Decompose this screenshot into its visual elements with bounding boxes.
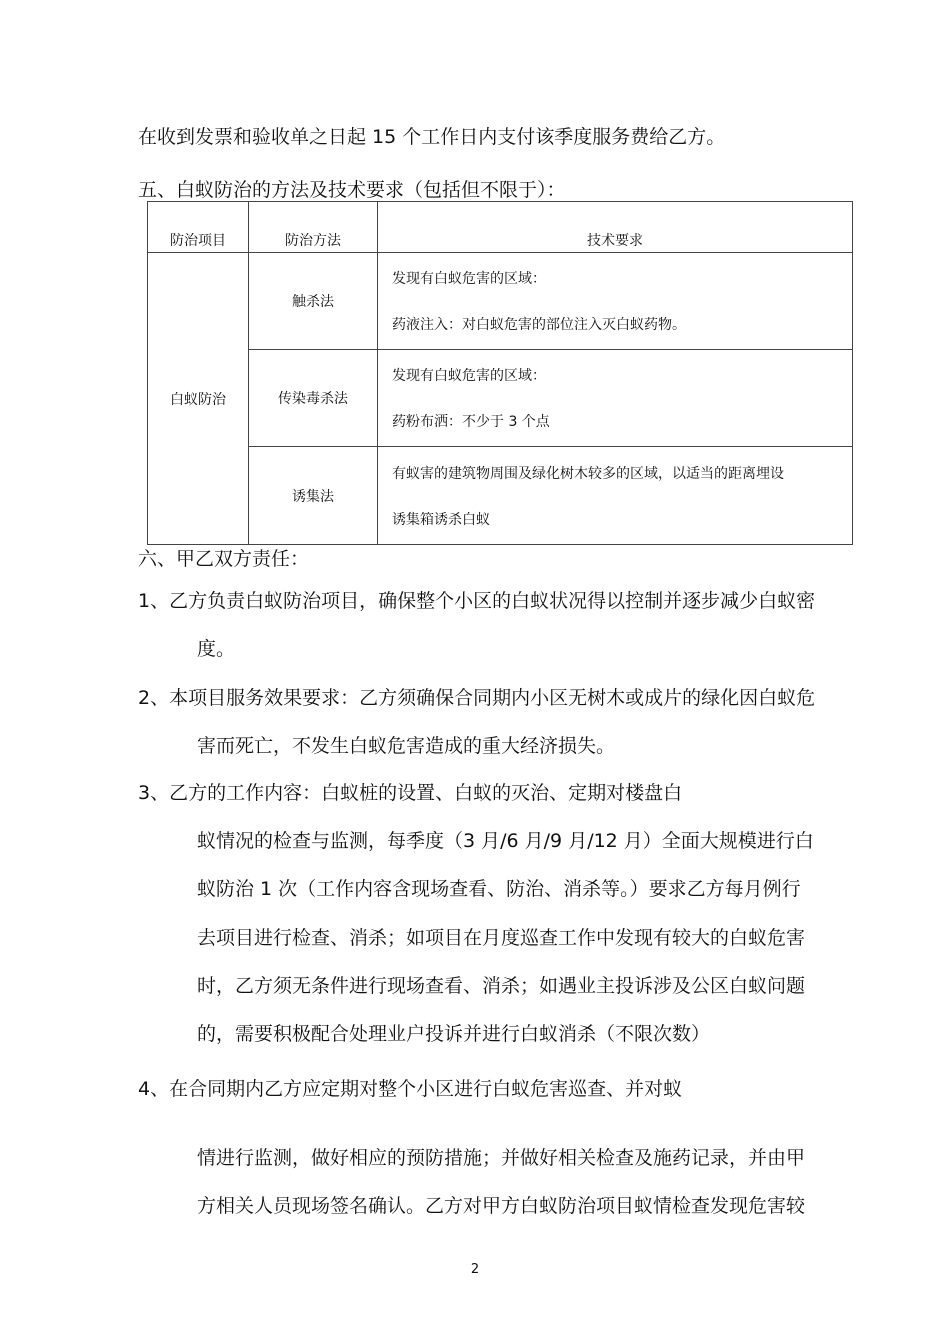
item4-line: 情进行监测，做好相应的预防措施；并做好相关检查及施药记录，并由甲	[197, 1147, 806, 1169]
requirement-line: 发现有白蚁危害的区域：	[392, 368, 546, 384]
item3-line: 去项目进行检查、消杀；如项目在月度巡查工作中发现有较大的白蚁危害	[197, 927, 806, 949]
item3-line: 蚁防治 1 次（工作内容含现场查看、防治、消杀等。）要求乙方每月例行	[197, 878, 801, 900]
item3-line: 的，需要积极配合处理业户投诉并进行白蚁消杀（不限次数）	[197, 1023, 711, 1045]
page-number: 2	[470, 1262, 480, 1277]
item3-line: 蚁情况的检查与监测，每季度（3 月/6 月/9 月/12 月）全面大规模进行白	[197, 830, 814, 852]
requirement-line: 药粉布洒：不少于 3 个点	[392, 414, 550, 430]
table-row	[148, 447, 853, 545]
requirement-line: 诱集箱诱杀白蚁	[392, 511, 490, 528]
item4-line: 4、在合同期内乙方应定期对整个小区进行白蚁危害巡查、并对蚁	[138, 1078, 683, 1100]
method-cell: 诱集法	[249, 447, 378, 545]
requirement-cell	[378, 253, 853, 350]
item3-line: 3、乙方的工作内容：白蚁桩的设置、白蚁的灭治、定期对楼盘白	[138, 782, 683, 804]
table-row	[148, 253, 853, 350]
table-header-row	[148, 202, 853, 253]
item1-line: 度。	[197, 638, 236, 660]
table-row	[148, 350, 853, 447]
requirement-cell	[378, 447, 853, 545]
technical-requirements-table	[147, 201, 853, 545]
item2-line: 害而死亡，不发生白蚁危害造成的重大经济损失。	[197, 735, 616, 757]
project-cell: 白蚁防治	[148, 253, 249, 545]
header-requirement: 技术要求	[378, 202, 853, 253]
requirement-line: 发现有白蚁危害的区域：	[392, 271, 546, 287]
requirement-line: 有蚁害的建筑物周围及绿化树木较多的区域，以适当的距离埋设	[392, 465, 784, 482]
intro-line: 在收到发票和验收单之日起 15 个工作日内支付该季度服务费给乙方。	[138, 126, 726, 148]
item1-line: 1、乙方负责白蚁防治项目，确保整个小区的白蚁状况得以控制并逐步减少白蚁密	[138, 590, 816, 612]
requirement-cell	[378, 350, 853, 447]
section5-title: 五、白蚁防治的方法及技术要求（包括但不限于）：	[138, 179, 566, 201]
method-cell: 传染毒杀法	[249, 350, 378, 447]
item4-line: 方相关人员现场签名确认。乙方对甲方白蚁防治项目蚁情检查发现危害较	[197, 1195, 806, 1217]
requirement-line: 药液注入：对白蚁危害的部位注入灭白蚁药物。	[392, 317, 686, 333]
header-project: 防治项目	[148, 202, 249, 253]
method-cell: 触杀法	[249, 253, 378, 350]
header-method: 防治方法	[249, 202, 378, 253]
section6-title: 六、甲乙双方责任：	[138, 548, 310, 570]
item3-line: 时，乙方须无条件进行现场查看、消杀；如遇业主投诉涉及公区白蚁问题	[197, 975, 806, 997]
item2-line: 2、本项目服务效果要求：乙方须确保合同期内小区无树木或成片的绿化因白蚁危	[138, 687, 816, 709]
